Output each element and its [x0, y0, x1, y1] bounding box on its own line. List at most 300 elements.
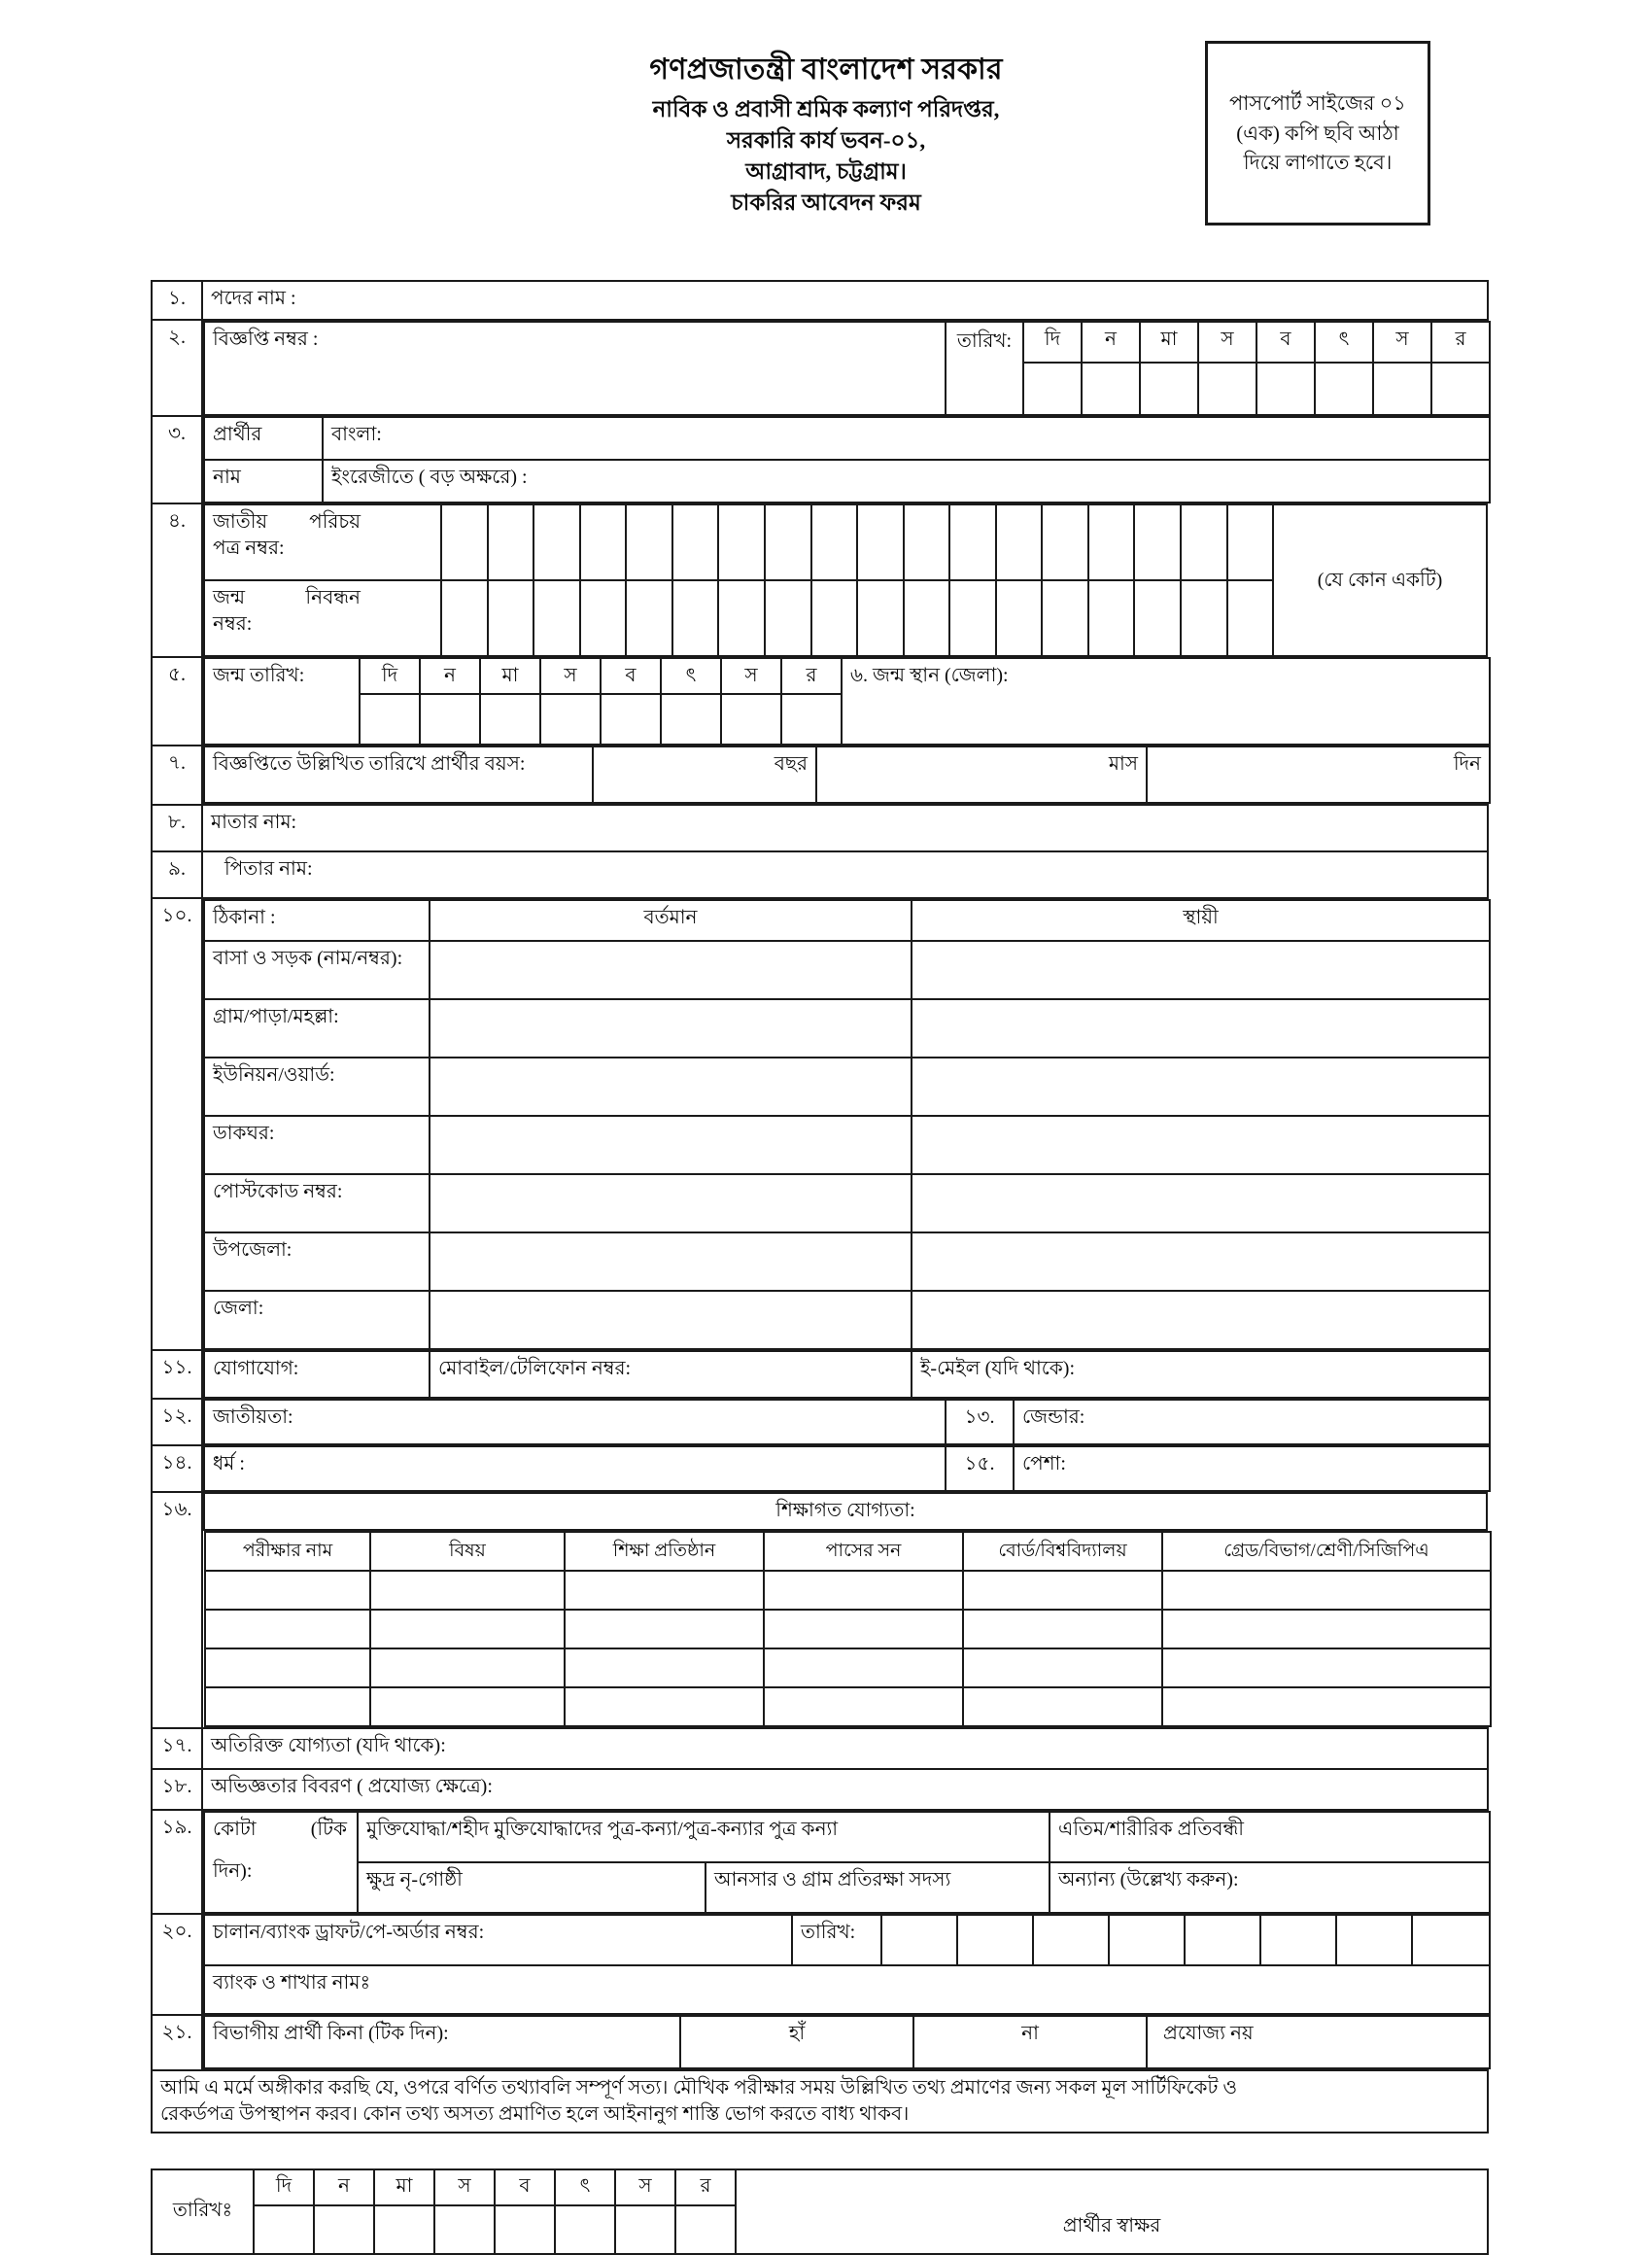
- nid-box-10[interactable]: [857, 504, 904, 580]
- education-cell[interactable]: [764, 1648, 963, 1687]
- nationality-label: জাতীয়তা:: [213, 1406, 293, 1428]
- brn-label: [204, 580, 441, 656]
- brn-label-word-2: নিবন্ধন: [305, 587, 361, 608]
- circular-number-input[interactable]: [204, 322, 946, 415]
- birth-date-box-1[interactable]: [360, 694, 420, 745]
- nid-box-16[interactable]: [1134, 504, 1181, 580]
- table-row: [205, 1571, 1491, 1610]
- declaration-line-2: রেকর্ডপত্র উপস্থাপন করব। কোন তথ্য অসত্য প্রমাণিত হলে আইনানুগ শাস্তি ভোগ করতে বাধ্য থাকব।: [160, 2102, 910, 2125]
- age-cell: [202, 746, 1488, 805]
- building-title: সরকারি কার্য ভবন-০১,: [726, 127, 926, 153]
- footer-date-label: তারিখঃ: [152, 2169, 254, 2254]
- birth-date-box-4[interactable]: [540, 694, 601, 745]
- education-cell[interactable]: [963, 1571, 1162, 1610]
- nid-box-17[interactable]: [1181, 504, 1227, 580]
- extra-qualification-label: অতিরিক্ত যোগ্যতা (যদি থাকে):: [211, 1734, 446, 1756]
- address-post-label: ডাকঘর:: [204, 1116, 430, 1174]
- post-name-field[interactable]: [202, 281, 1488, 320]
- education-col-exam: পরীক্ষার নাম: [205, 1532, 370, 1571]
- birth-date-letter-7: স: [721, 658, 781, 694]
- departmental-row: [204, 2016, 1490, 2068]
- name-english-input[interactable]: [323, 460, 1490, 503]
- govt-title: গণপ্রজাতন্ত্রী বাংলাদেশ সরকার: [649, 53, 1003, 86]
- main-form-table: [151, 280, 1489, 2134]
- birth-date-letter-1: দি: [360, 658, 420, 694]
- brn-box-5[interactable]: [626, 580, 672, 656]
- any-one-note: (যে কোন একটি): [1273, 504, 1487, 656]
- footer-date-box-7[interactable]: [615, 2205, 675, 2254]
- address-district-permanent[interactable]: [912, 1291, 1490, 1349]
- education-cell[interactable]: [565, 1571, 764, 1610]
- challan-date-box-3[interactable]: [1033, 1915, 1109, 1965]
- education-cell[interactable]: [370, 1648, 565, 1687]
- quota-orphan-disabled-label: এতিম/শারীরিক প্রতিবন্ধী: [1058, 1818, 1245, 1840]
- challan-number-field[interactable]: [204, 1915, 792, 1965]
- education-cell[interactable]: [963, 1687, 1162, 1726]
- footer-date-box-6[interactable]: [555, 2205, 615, 2254]
- education-cell[interactable]: [963, 1648, 1162, 1687]
- quota-row-1: [204, 1812, 1490, 1862]
- row-extra-qualification: [152, 1728, 1488, 1769]
- brn-box-3[interactable]: [533, 580, 580, 656]
- brn-box-12[interactable]: [949, 580, 996, 656]
- row-address: [152, 898, 1488, 1350]
- nid-box-1[interactable]: [441, 504, 488, 580]
- row-number-10: ১০.: [152, 898, 202, 1350]
- address-house-row: [204, 941, 1490, 999]
- education-cell[interactable]: [764, 1610, 963, 1648]
- footer-date-box-1[interactable]: [254, 2205, 314, 2254]
- nid-box-12[interactable]: [949, 504, 996, 580]
- education-table: [204, 1531, 1492, 1727]
- email-label: ই-মেইল (যদি থাকে):: [920, 1358, 1075, 1379]
- address-postcode-label: পোস্টকোড নম্বর:: [204, 1174, 430, 1232]
- circular-date-label: তারিখ:: [946, 322, 1023, 415]
- circular-date-header-row: [204, 322, 1490, 363]
- challan-date-label: তারিখ:: [792, 1915, 881, 1965]
- address-present-header: বর্তমান: [430, 900, 912, 941]
- challan-date-box-1[interactable]: [881, 1915, 957, 1965]
- brn-box-15[interactable]: [1088, 580, 1135, 656]
- row-number-15: ১৫.: [946, 1446, 1014, 1491]
- address-upazila-label: উপজেলা:: [204, 1232, 430, 1291]
- age-table: [203, 746, 1491, 804]
- name-english-label: ইংরেজীতে ( বড় অক্ষরে) :: [331, 467, 528, 488]
- footer-date-box-3[interactable]: [374, 2205, 434, 2254]
- address-postcode-permanent[interactable]: [912, 1174, 1490, 1232]
- brn-box-13[interactable]: [996, 580, 1043, 656]
- address-label: ঠিকানা :: [204, 900, 430, 941]
- address-post-present[interactable]: [430, 1116, 912, 1174]
- quota-freedom-fighter-option[interactable]: [358, 1812, 1050, 1862]
- nid-box-15[interactable]: [1088, 504, 1135, 580]
- address-union-row: [204, 1058, 1490, 1116]
- footer-date-box-2[interactable]: [314, 2205, 374, 2254]
- birth-date-label: জন্ম তারিখ:: [204, 658, 360, 745]
- education-cell[interactable]: [370, 1610, 565, 1648]
- name-bangla-label: বাংলা:: [331, 424, 382, 445]
- education-cell: [202, 1492, 1488, 1728]
- age-day-label: দিন: [1453, 753, 1481, 775]
- address-postcode-row: [204, 1174, 1490, 1232]
- brn-label-line-2: নম্বর:: [213, 613, 253, 635]
- religion-label: ধর্ম :: [213, 1453, 245, 1474]
- address-union-permanent[interactable]: [912, 1058, 1490, 1116]
- challan-table: [203, 1914, 1491, 2015]
- challan-date-box-4[interactable]: [1109, 1915, 1185, 1965]
- extra-qualification-field[interactable]: [202, 1728, 1488, 1769]
- nationality-field[interactable]: [204, 1400, 946, 1444]
- photo-placeholder-box[interactable]: [1205, 41, 1430, 226]
- applicant-name-label-2: নাম: [204, 460, 323, 503]
- nationality-gender-table: [203, 1399, 1491, 1445]
- age-year-label: বছর: [774, 753, 808, 775]
- education-cell[interactable]: [205, 1687, 370, 1726]
- contact-label: যোগাযোগ:: [204, 1351, 430, 1398]
- nid-box-3[interactable]: [533, 504, 580, 580]
- row-identity-numbers: [152, 503, 1488, 657]
- departmental-label: বিভাগীয় প্রার্থী কিনা (টিক দিন):: [204, 2016, 680, 2068]
- birth-date-letter-5: ব: [601, 658, 661, 694]
- address-union-present[interactable]: [430, 1058, 912, 1116]
- date-letter-day-1: দি: [1023, 322, 1082, 363]
- quota-tribal-option[interactable]: [358, 1862, 706, 1913]
- education-grid-cell: [204, 1530, 1487, 1727]
- age-year-field[interactable]: [593, 746, 816, 803]
- nid-box-13[interactable]: [996, 504, 1043, 580]
- gender-field[interactable]: [1014, 1400, 1490, 1444]
- footer-date-letter-2: ন: [314, 2169, 374, 2205]
- address-house-present[interactable]: [430, 941, 912, 999]
- quota-orphan-disabled-option[interactable]: [1050, 1812, 1490, 1862]
- departmental-no-option[interactable]: না: [913, 2016, 1147, 2068]
- row-number-9: ৯.: [152, 851, 202, 898]
- applicant-name-label-1: প্রার্থীর: [204, 417, 323, 460]
- challan-date-box-5[interactable]: [1185, 1915, 1260, 1965]
- age-row: [204, 746, 1490, 803]
- date-letter-year-3: স: [1373, 322, 1431, 363]
- contact-table: [203, 1350, 1491, 1399]
- email-field[interactable]: [912, 1351, 1490, 1398]
- religion-field[interactable]: [204, 1446, 946, 1491]
- nationality-gender-cell: [202, 1399, 1488, 1445]
- address-district-row: [204, 1291, 1490, 1349]
- nid-box-11[interactable]: [904, 504, 950, 580]
- nid-label: [204, 504, 441, 580]
- footer-date-letter-5: ব: [495, 2169, 555, 2205]
- nid-row: [204, 504, 1487, 580]
- applicant-name-table: [203, 416, 1491, 503]
- date-box-4[interactable]: [1198, 363, 1256, 415]
- row-birth-date: [152, 657, 1488, 746]
- declaration-block: [152, 2070, 1488, 2133]
- quota-tribal-label: ক্ষুদ্র নৃ-গোষ্ঠী: [366, 1868, 463, 1891]
- footer-date-box-4[interactable]: [434, 2205, 495, 2254]
- birth-date-box-7[interactable]: [721, 694, 781, 745]
- row-number-7: ৭.: [152, 746, 202, 805]
- birth-date-letter-4: স: [540, 658, 601, 694]
- date-box-7[interactable]: [1373, 363, 1431, 415]
- challan-date-box-2[interactable]: [957, 1915, 1033, 1965]
- nid-box-4[interactable]: [580, 504, 627, 580]
- education-cell[interactable]: [764, 1687, 963, 1726]
- signature-label: প্রার্থীর স্বাক্ষর: [1062, 2214, 1161, 2237]
- name-bangla-input[interactable]: [323, 417, 1490, 460]
- challan-number-row: [204, 1915, 1490, 1965]
- challan-cell: [202, 1914, 1488, 2015]
- form-body: [151, 280, 1487, 2255]
- circular-number-cell: [202, 320, 1488, 416]
- religion-occupation-cell: [202, 1445, 1488, 1492]
- departmental-cell: [202, 2015, 1488, 2070]
- address-post-permanent[interactable]: [912, 1116, 1490, 1174]
- education-cell[interactable]: [205, 1571, 370, 1610]
- education-col-grade: গ্রেড/বিভাগ/শ্রেণী/সিজিপিএ: [1162, 1532, 1491, 1571]
- row-number-2: ২.: [152, 320, 202, 416]
- footer-date-letter-1: দি: [254, 2169, 314, 2205]
- nid-label-word-2: পরিচয়: [309, 511, 361, 533]
- occupation-label: পেশা:: [1022, 1453, 1066, 1474]
- footer-date-letter-7: স: [615, 2169, 675, 2205]
- table-row: [205, 1610, 1491, 1648]
- education-cell[interactable]: [565, 1610, 764, 1648]
- footer-table: [151, 2168, 1489, 2255]
- brn-box-18[interactable]: [1227, 580, 1274, 656]
- footer-date-box-5[interactable]: [495, 2205, 555, 2254]
- education-wrapper-table: [203, 1492, 1488, 1727]
- religion-occupation-table: [203, 1445, 1491, 1492]
- table-row: [205, 1687, 1491, 1726]
- nid-box-5[interactable]: [626, 504, 672, 580]
- birth-date-box-3[interactable]: [480, 694, 540, 745]
- nid-box-18[interactable]: [1227, 504, 1274, 580]
- challan-date-box-6[interactable]: [1260, 1915, 1336, 1965]
- identity-cell: [202, 503, 1488, 657]
- mother-name-field[interactable]: [202, 805, 1488, 851]
- birth-date-box-2[interactable]: [420, 694, 480, 745]
- education-cell[interactable]: [565, 1687, 764, 1726]
- address-house-permanent[interactable]: [912, 941, 1490, 999]
- address-district-label: জেলা:: [204, 1291, 430, 1349]
- education-title-row: [204, 1493, 1487, 1530]
- occupation-field[interactable]: [1014, 1446, 1490, 1491]
- row-nationality-gender: [152, 1399, 1488, 1445]
- brn-box-2[interactable]: [488, 580, 534, 656]
- address-district-present[interactable]: [430, 1291, 912, 1349]
- address-village-permanent[interactable]: [912, 999, 1490, 1058]
- date-letter-year-4: র: [1431, 322, 1490, 363]
- row-number-21: ২১.: [152, 2015, 202, 2070]
- birth-date-box-6[interactable]: [661, 694, 721, 745]
- nid-box-7[interactable]: [718, 504, 765, 580]
- address-post-row: [204, 1116, 1490, 1174]
- photo-instruction: [1229, 88, 1406, 177]
- footer-date-box-8[interactable]: [675, 2205, 736, 2254]
- signature-area[interactable]: [736, 2169, 1488, 2254]
- row-number-11: ১১.: [152, 1350, 202, 1399]
- quota-label-word-1: কোটা: [213, 1818, 257, 1840]
- date-box-1[interactable]: [1023, 363, 1082, 415]
- nid-label-word-1: জাতীয়: [213, 511, 268, 533]
- age-month-field[interactable]: [816, 746, 1147, 803]
- bank-branch-field[interactable]: [204, 1965, 1490, 2014]
- circular-number-label: বিজ্ঞপ্তি নম্বর :: [213, 329, 319, 350]
- quota-label-word-2: (টিক: [310, 1818, 347, 1840]
- quota-ansar-option[interactable]: [706, 1862, 1050, 1913]
- row-post-name: [152, 281, 1488, 320]
- contact-cell: [202, 1350, 1488, 1399]
- age-day-field[interactable]: [1147, 746, 1490, 803]
- row-number-4: ৪.: [152, 503, 202, 657]
- brn-box-9[interactable]: [811, 580, 858, 656]
- brn-box-7[interactable]: [718, 580, 765, 656]
- quota-label: [204, 1812, 358, 1913]
- nid-box-2[interactable]: [488, 504, 534, 580]
- row-number-16: ১৬.: [152, 1492, 202, 1728]
- education-header-row: [205, 1532, 1491, 1571]
- departmental-table: [203, 2015, 1491, 2069]
- bank-branch-label: ব্যাংক ও শাখার নামঃ: [213, 1971, 371, 1994]
- identity-table: [203, 503, 1488, 657]
- footer-date-letter-3: মা: [374, 2169, 434, 2205]
- date-box-6[interactable]: [1315, 363, 1373, 415]
- address-upazila-permanent[interactable]: [912, 1232, 1490, 1291]
- row-number-13: ১৩.: [946, 1400, 1014, 1444]
- departmental-na-option[interactable]: প্রযোজ্য নয়: [1147, 2016, 1490, 2068]
- address-village-label: গ্রাম/পাড়া/মহল্লা:: [204, 999, 430, 1058]
- religion-occupation-row: [204, 1446, 1490, 1491]
- name-bangla-row: [204, 417, 1490, 460]
- address-postcode-present[interactable]: [430, 1174, 912, 1232]
- age-month-label: মাস: [1108, 753, 1138, 775]
- date-letter-month-1: মা: [1140, 322, 1198, 363]
- bank-branch-row: [204, 1965, 1490, 2014]
- address-header-row: [204, 900, 1490, 941]
- brn-box-14[interactable]: [1042, 580, 1088, 656]
- education-cell[interactable]: [764, 1571, 963, 1610]
- row-circular-number: [152, 320, 1488, 416]
- birth-date-letters-row: [204, 658, 1490, 694]
- education-col-year: পাসের সন: [764, 1532, 963, 1571]
- education-cell[interactable]: [1162, 1648, 1491, 1687]
- education-cell[interactable]: [1162, 1571, 1491, 1610]
- row-challan: [152, 1914, 1488, 2015]
- education-grid-row: [204, 1530, 1487, 1727]
- education-title: শিক্ষাগত যোগ্যতা:: [204, 1493, 1487, 1530]
- birth-place-field[interactable]: [842, 658, 1490, 745]
- row-number-5: ৫.: [152, 657, 202, 746]
- contact-row: [204, 1351, 1490, 1398]
- row-number-12: ১২.: [152, 1399, 202, 1445]
- date-box-2[interactable]: [1082, 363, 1140, 415]
- gender-label: জেন্ডার:: [1022, 1406, 1085, 1428]
- address-table: [203, 899, 1491, 1350]
- photo-instruction-line-2: (এক) কপি ছবি আঠা: [1236, 121, 1399, 145]
- address-village-present[interactable]: [430, 999, 912, 1058]
- brn-label-word-1: জন্ম: [213, 587, 246, 608]
- row-declaration: [152, 2070, 1488, 2133]
- education-cell[interactable]: [963, 1610, 1162, 1648]
- brn-box-17[interactable]: [1181, 580, 1227, 656]
- date-letter-year-2: ৎ: [1315, 322, 1373, 363]
- quota-ansar-label: আনসার ও গ্রাম প্রতিরক্ষা সদস্য: [714, 1868, 951, 1891]
- mobile-field[interactable]: [430, 1351, 912, 1398]
- birth-date-table: [203, 657, 1491, 746]
- city-title: আগ্রাবাদ, চট্টগ্রাম।: [745, 158, 907, 184]
- education-cell[interactable]: [1162, 1687, 1491, 1726]
- date-box-5[interactable]: [1256, 363, 1315, 415]
- mobile-label: মোবাইল/টেলিফোন নম্বর:: [438, 1358, 632, 1379]
- birth-date-letter-3: মা: [480, 658, 540, 694]
- education-cell[interactable]: [205, 1610, 370, 1648]
- quota-table: [203, 1811, 1491, 1914]
- quota-freedom-fighter-label: মুক্তিযোদ্ধা/শহীদ মুক্তিযোদ্ধাদের পুত্র-কন্যা/পুত্র-কন্যার পুত্র কন্যা: [366, 1818, 839, 1840]
- experience-field[interactable]: [202, 1769, 1488, 1810]
- challan-date-box-8[interactable]: [1412, 1915, 1490, 1965]
- row-departmental: [152, 2015, 1488, 2070]
- departmental-yes-option[interactable]: হাঁ: [680, 2016, 913, 2068]
- address-village-row: [204, 999, 1490, 1058]
- circular-date-table: [203, 321, 1491, 416]
- nid-box-9[interactable]: [811, 504, 858, 580]
- row-number-20: ২০.: [152, 1914, 202, 2015]
- mother-name-label: মাতার নাম:: [211, 812, 297, 833]
- row-contact: [152, 1350, 1488, 1399]
- birth-date-box-8[interactable]: [781, 694, 842, 745]
- birth-date-box-5[interactable]: [601, 694, 661, 745]
- date-box-8[interactable]: [1431, 363, 1490, 415]
- row-age: [152, 746, 1488, 805]
- education-cell[interactable]: [565, 1648, 764, 1687]
- brn-box-10[interactable]: [857, 580, 904, 656]
- father-name-field[interactable]: [202, 851, 1488, 898]
- brn-box-8[interactable]: [765, 580, 811, 656]
- experience-label: অভিজ্ঞতার বিবরণ ( প্রযোজ্য ক্ষেত্রে):: [211, 1775, 493, 1797]
- row-religion-occupation: [152, 1445, 1488, 1492]
- footer-date-letter-8: র: [675, 2169, 736, 2205]
- row-number-18: ১৮.: [152, 1769, 202, 1810]
- brn-box-4[interactable]: [580, 580, 627, 656]
- brn-box-6[interactable]: [672, 580, 719, 656]
- nid-box-14[interactable]: [1042, 504, 1088, 580]
- applicant-name-cell: [202, 416, 1488, 503]
- education-cell[interactable]: [370, 1687, 565, 1726]
- education-cell[interactable]: [370, 1571, 565, 1610]
- birth-date-letter-6: ৎ: [661, 658, 721, 694]
- quota-other-label: অন্যান্য (উল্লেখ্য করুন):: [1058, 1868, 1239, 1891]
- birth-date-cell: [202, 657, 1488, 746]
- nationality-gender-row: [204, 1400, 1490, 1444]
- address-upazila-present[interactable]: [430, 1232, 912, 1291]
- row-mother-name: [152, 805, 1488, 851]
- brn-box-16[interactable]: [1134, 580, 1181, 656]
- quota-other-option[interactable]: [1050, 1862, 1490, 1913]
- education-cell[interactable]: [205, 1648, 370, 1687]
- challan-date-box-7[interactable]: [1336, 1915, 1412, 1965]
- name-english-row: [204, 460, 1490, 503]
- education-col-subject: বিষয়: [370, 1532, 565, 1571]
- date-box-3[interactable]: [1140, 363, 1198, 415]
- row-number-19: ১৯.: [152, 1810, 202, 1914]
- row-number-1: ১.: [152, 281, 202, 320]
- nid-box-6[interactable]: [672, 504, 719, 580]
- education-cell[interactable]: [1162, 1610, 1491, 1648]
- declaration-line-1: আমি এ মর্মে অঙ্গীকার করছি যে, ওপরে বর্ণিত তথ্যাবলি সম্পূর্ণ সত্য। মৌখিক পরীক্ষার সময় উল্লিখিত তথ্য প্রমাণের জন্য সকল মূল সার্টিফিকেট ও: [160, 2076, 1238, 2099]
- brn-box-11[interactable]: [904, 580, 950, 656]
- nid-box-8[interactable]: [765, 504, 811, 580]
- birth-date-letter-8: র: [781, 658, 842, 694]
- brn-box-1[interactable]: [441, 580, 488, 656]
